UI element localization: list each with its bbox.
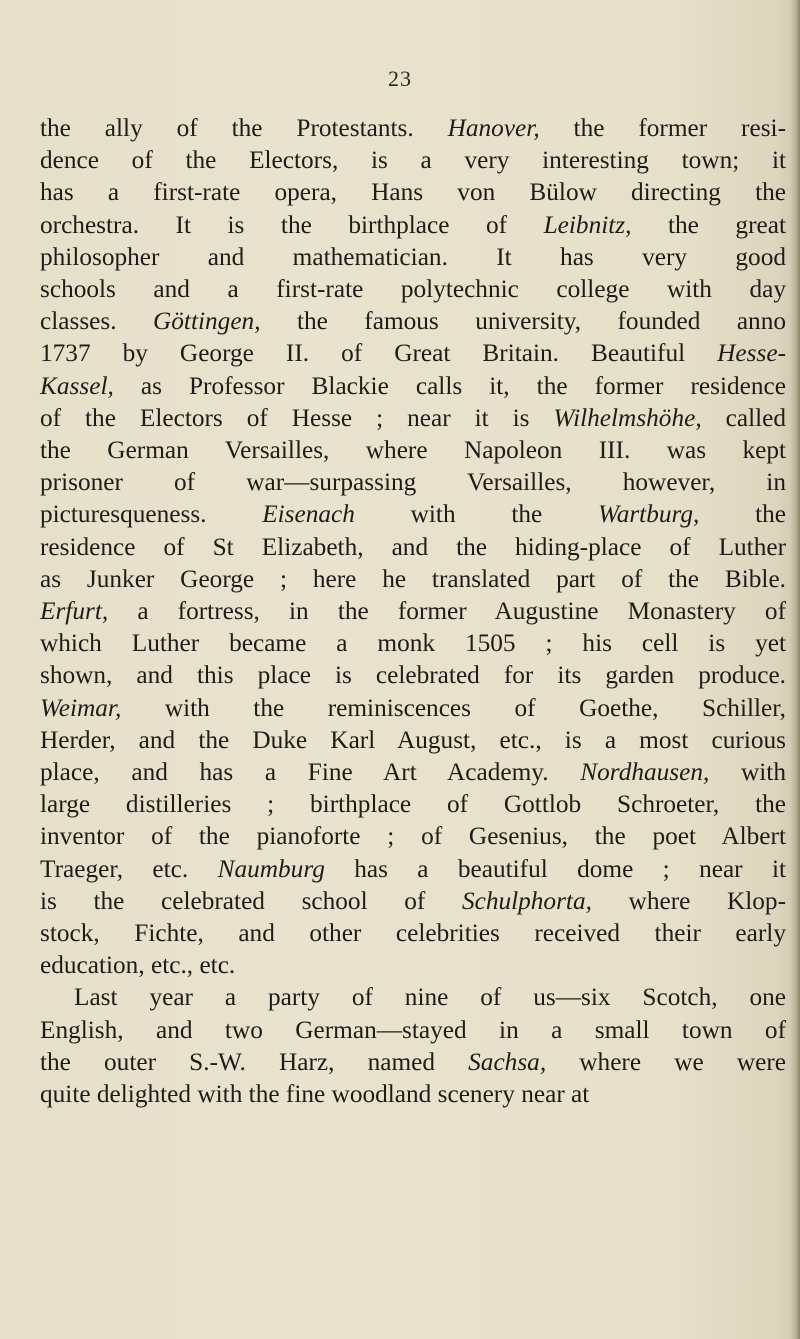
text-line (40, 209, 786, 241)
italic-place-name: Göttingen, (153, 307, 261, 336)
text-run: dence of the Electors, is a very interesting town; it (40, 146, 786, 175)
text-run: the great (631, 210, 786, 239)
italic-place-name: Wilhelmshöhe, (553, 403, 702, 432)
text-line (40, 144, 786, 176)
text-run: stock, Fichte, and other celebrities received their early (40, 919, 786, 948)
text-run: the (699, 500, 786, 529)
text-line (40, 370, 786, 402)
italic-place-name: Nordhausen, (580, 758, 710, 787)
text-run: where we were (546, 1047, 786, 1076)
text-run: has a beautiful dome ; near it (324, 854, 787, 883)
text-line (40, 1046, 786, 1078)
text-run: with the reminiscences of Goethe, Schiller, (121, 693, 786, 722)
text-line (40, 531, 786, 563)
text-run: has a first-rate opera, Hans von Bülow directing the (40, 178, 786, 207)
italic-place-name: Kassel, (40, 371, 114, 400)
text-line (40, 498, 786, 530)
text-run: as Junker George ; here he translated part of the Bible. (40, 564, 786, 593)
italic-place-name: Schulphorta, (461, 886, 592, 915)
text-line (40, 112, 786, 144)
text-run: the outer S.-W. Harz, named (40, 1047, 469, 1076)
body-text (40, 112, 786, 1110)
text-run: shown, and this place is celebrated for its garden produce. (40, 661, 786, 690)
text-run: the famous university, founded anno (260, 307, 786, 336)
text-line (40, 885, 786, 917)
text-line (40, 853, 786, 885)
text-line (40, 756, 786, 788)
text-run: classes. (40, 307, 154, 336)
italic-place-name: Erfurt, (40, 597, 109, 626)
text-line (40, 337, 786, 369)
italic-place-name: Hesse- (717, 339, 786, 368)
text-run: which Luther became a monk 1505 ; his cell is yet (40, 629, 786, 658)
text-line (40, 659, 786, 691)
text-line (40, 820, 786, 852)
text-run: Last year a party of nine of us—six Scotch, one (74, 983, 786, 1012)
text-run: the German Versailles, where Napoleon III. was kept (40, 436, 786, 465)
italic-place-name: Sachsa, (468, 1047, 547, 1076)
text-run: of the Electors of Hesse ; near it is (40, 403, 554, 432)
text-line (40, 241, 786, 273)
text-line (40, 402, 786, 434)
text-run: philosopher and mathematician. It has very good (40, 242, 786, 271)
text-line (40, 692, 786, 724)
text-run: Traeger, etc. (40, 854, 218, 883)
text-run: large distilleries ; birthplace of Gottlob Schroeter, the (40, 790, 786, 819)
text-line (40, 305, 786, 337)
text-run: Herder, and the Duke Karl August, etc., is a most curious (40, 725, 786, 754)
page-number: 23 (388, 66, 412, 91)
text-run: with the (354, 500, 598, 529)
text-line (40, 949, 786, 981)
italic-place-name: Eisenach (262, 500, 355, 529)
italic-place-name: Weimar, (40, 693, 122, 722)
text-line (40, 434, 786, 466)
text-run: as Professor Blackie calls it, the former residence (113, 371, 786, 400)
text-run: quite delighted with the fine woodland scenery near at (40, 1080, 590, 1109)
text-line (40, 788, 786, 820)
text-run: picturesqueness. (40, 500, 263, 529)
text-line (40, 595, 786, 627)
text-line (40, 1078, 786, 1110)
italic-place-name: Wartburg, (597, 500, 700, 529)
page-edge-shadow (790, 0, 800, 1339)
text-run: inventor of the pianoforte ; of Gesenius, the poet Albert (40, 822, 786, 851)
text-run: is the celebrated school of (40, 886, 462, 915)
text-line (40, 627, 786, 659)
text-run: the ally of the Protestants. (40, 114, 448, 142)
text-line (40, 724, 786, 756)
text-line (40, 466, 786, 498)
italic-place-name: Hanover, (447, 114, 540, 142)
text-run: orchestra. It is the birthplace of (40, 210, 544, 239)
italic-place-name: Naumburg (217, 854, 325, 883)
text-run: a fortress, in the former Augustine Monastery of (108, 597, 786, 626)
text-run: place, and has a Fine Art Academy. (40, 758, 581, 787)
text-run: the former resi- (539, 114, 787, 142)
text-line (40, 1014, 786, 1046)
text-run: where Klop- (591, 886, 786, 915)
text-line (40, 917, 786, 949)
text-run: education, etc., etc. (40, 951, 236, 980)
text-run: prisoner of war—surpassing Versailles, however, in (40, 468, 786, 497)
text-run: residence of St Elizabeth, and the hiding-place of Luther (40, 532, 786, 561)
text-run: called (701, 403, 786, 432)
text-line (40, 563, 786, 595)
text-line (40, 176, 786, 208)
italic-place-name: Leibnitz, (543, 210, 632, 239)
text-line (40, 981, 786, 1013)
text-run: 1737 by George II. of Great Britain. Beautiful (40, 339, 718, 368)
text-run: English, and two German—stayed in a small town of (40, 1015, 786, 1044)
text-run: with (709, 758, 786, 787)
text-run: schools and a first-rate polytechnic college with day (40, 275, 786, 304)
text-line (40, 273, 786, 305)
